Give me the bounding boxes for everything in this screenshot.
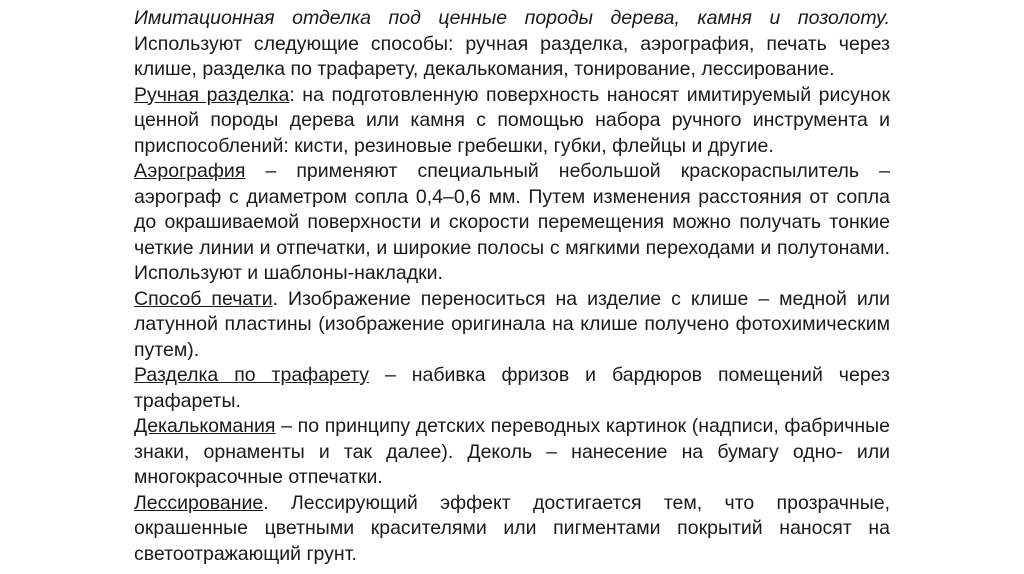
section-printing	[134, 287, 890, 364]
document-body	[134, 6, 890, 567]
term-stencil: Разделка по трафарету	[134, 364, 369, 386]
text-stencil: – набивка фризов и бардюров помещений через трафареты.	[134, 364, 890, 412]
term-manual-cutting: Ручная разделка	[134, 83, 290, 106]
text-glazing: . Лессирующий эффект достигается тем, что прозрачные, окрашенные цветными красителями или пигментами покрытий наносят на светоотражающий грунт.	[134, 491, 890, 565]
section-airbrush	[134, 159, 890, 287]
term-airbrush: Аэрография	[134, 160, 246, 182]
text-airbrush: – применяют специальный небольшой краскораспылитель – аэрограф с диаметром сопла 0,4–0,6 мм. Путем изменения расстояния от сопла до окрашиваемой поверхности и скорости перемещения можно получать тонкие четкие линии и отпечатки, и широкие полосы с мягкими переходами и полутонами. Используют и шаблоны-накладки.	[134, 160, 890, 284]
section-stencil	[134, 363, 890, 414]
section-manual-cutting	[134, 83, 890, 160]
text-decalcomania: – по принципу детских переводных картинок (надписи, фабричные знаки, орнаменты и так далее). Деколь – нанесение на бумагу одно- или многокрасочные отпечатки.	[134, 415, 890, 488]
term-decalcomania: Декалькомания	[134, 415, 276, 437]
section-decalcomania	[134, 414, 890, 491]
intro-paragraph	[134, 6, 890, 83]
term-glazing: Лессирование	[134, 491, 264, 514]
text-manual-cutting: : на подготовленную поверхность наносят имитируемый рисунок ценной породы дерева или камня с помощью набора ручного инструмента и приспособлений: кисти, резиновые гребешки, губки, флейцы и другие.	[134, 83, 891, 157]
section-glazing	[134, 491, 890, 568]
intro-heading: Имитационная отделка под ценные породы дерева, камня и позолоту.	[134, 7, 890, 29]
text-printing: . Изображение переноситься на изделие с клише – медной или латунной пластины (изображение оригинала на клише получено фотохимическим путем).	[134, 287, 890, 361]
term-printing: Способ печати	[134, 287, 273, 310]
intro-text: Используют следующие способы: ручная разделка, аэрография, печать через клише, разделка по трафарету, декалькомания, тонирование, лессирование.	[134, 32, 890, 80]
